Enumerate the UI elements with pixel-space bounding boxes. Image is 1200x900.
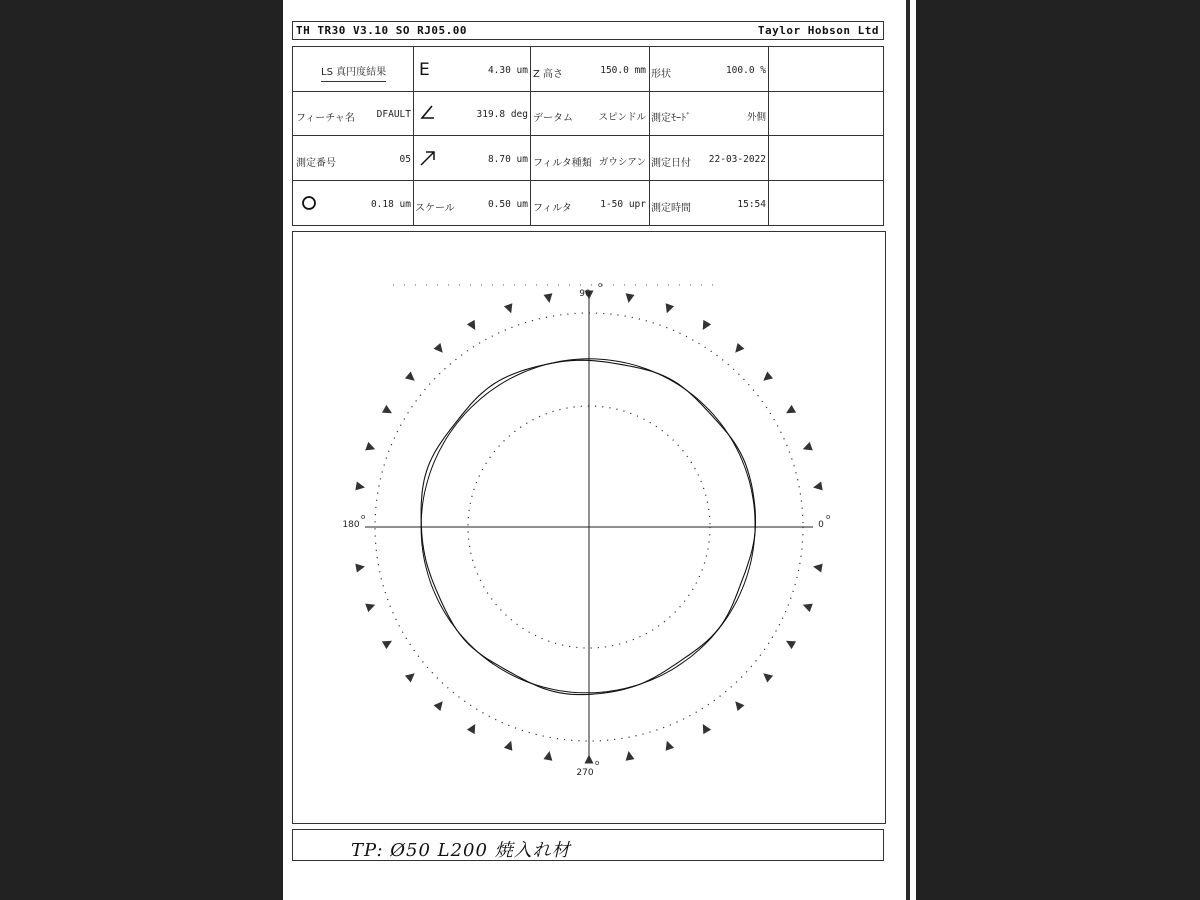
angle-marker-10 [813,482,823,491]
angle-marker-120 [467,320,475,330]
datum-label: データム [533,113,573,124]
meas-no-value: 05 [399,154,411,165]
date-label: 測定日付 [651,158,691,169]
polar-graph [293,232,885,823]
angle-marker-250 [504,741,512,751]
scale-label: スケール [415,203,455,214]
angle-marker-210 [382,641,392,649]
angle-marker-320 [763,673,773,682]
report-header [292,21,884,40]
meas-no-label: 測定番号 [296,158,336,169]
date-value: 22-03-2022 [708,154,766,165]
label-90: 90 [579,289,591,299]
angle-marker-160 [365,442,375,450]
handwritten-note: TP: Ø50 L200 焼入れ材 [351,840,571,861]
label-180-degree: o [361,513,366,521]
angle-marker-130 [434,343,443,353]
angle-marker-340 [803,604,813,612]
filter-value: 1-50 upr [600,199,646,210]
angle-marker-300 [703,724,711,734]
angle-marker-200 [365,604,375,612]
results-table [292,46,884,226]
angle-marker-70 [666,303,674,313]
arrow-icon [419,149,437,171]
label-90-degree: o [598,281,603,289]
form-value: 100.0 % [725,65,766,76]
angle-marker-80 [626,293,635,303]
paper-edge [906,0,910,900]
instrument-version: TH TR30 V3.10 SO RJ05.00 [296,24,467,37]
e-symbol-icon: E [419,60,430,80]
angle-marker-190 [355,564,365,573]
angle-marker-220 [405,673,415,682]
label-270-degree: o [595,759,600,767]
label-270: 270 [576,768,594,778]
circle-icon [301,195,317,215]
z-height-label: Z 高さ [533,69,564,80]
filter-type-value: ガウシアン [598,157,646,168]
angle-marker-280 [626,751,635,761]
angle-marker-150 [382,405,392,413]
angle-marker-260 [544,751,553,761]
angle-marker-230 [434,701,443,711]
angle-marker-60 [703,320,711,330]
label-0-degree: o [826,513,831,521]
filter-label: フィルタ [533,203,572,214]
polar-plot [292,231,886,824]
angle-marker-310 [735,701,744,711]
handwritten-note-box [292,829,884,861]
scale-value: 0.50 um [487,199,528,210]
roundness-value: 0.18 um [370,199,411,210]
angle-value: 319.8 deg [476,109,528,120]
form-label: 形状 [651,69,671,80]
mode-label: 測定ﾓｰﾄﾞ [651,113,691,124]
angle-icon [419,105,437,125]
angle-marker-110 [504,303,512,313]
datum-value: スピンドル [598,112,646,123]
angle-marker-170 [355,482,365,491]
angle-marker-140 [405,372,415,381]
angle-marker-20 [803,442,813,450]
angle-marker-270 [585,755,594,764]
filter-type-label: フィルタ種類 [533,158,592,169]
angle-marker-30 [786,405,796,413]
angle-marker-100 [544,293,553,303]
angle-marker-350 [813,564,823,573]
feature-label: フィーチャ名 [296,113,355,124]
label-180: 180 [342,520,360,530]
feature-value: DFAULT [376,109,411,120]
z-height-value: 150.0 mm [600,65,646,76]
angle-marker-40 [763,372,773,381]
mode-value: 外側 [746,112,766,123]
runout-value: 8.70 um [487,154,528,165]
ecc-value: 4.30 um [487,65,528,76]
manufacturer-name: Taylor Hobson Ltd [757,24,879,37]
label-0: 0 [818,520,824,530]
angle-marker-290 [666,741,674,751]
result-tab[interactable]: LS 真円度結果 [321,63,386,82]
time-label: 測定時間 [651,203,691,214]
angle-marker-240 [467,724,475,734]
time-value: 15:54 [737,199,766,210]
angle-marker-50 [735,343,744,353]
angle-marker-330 [786,641,796,649]
